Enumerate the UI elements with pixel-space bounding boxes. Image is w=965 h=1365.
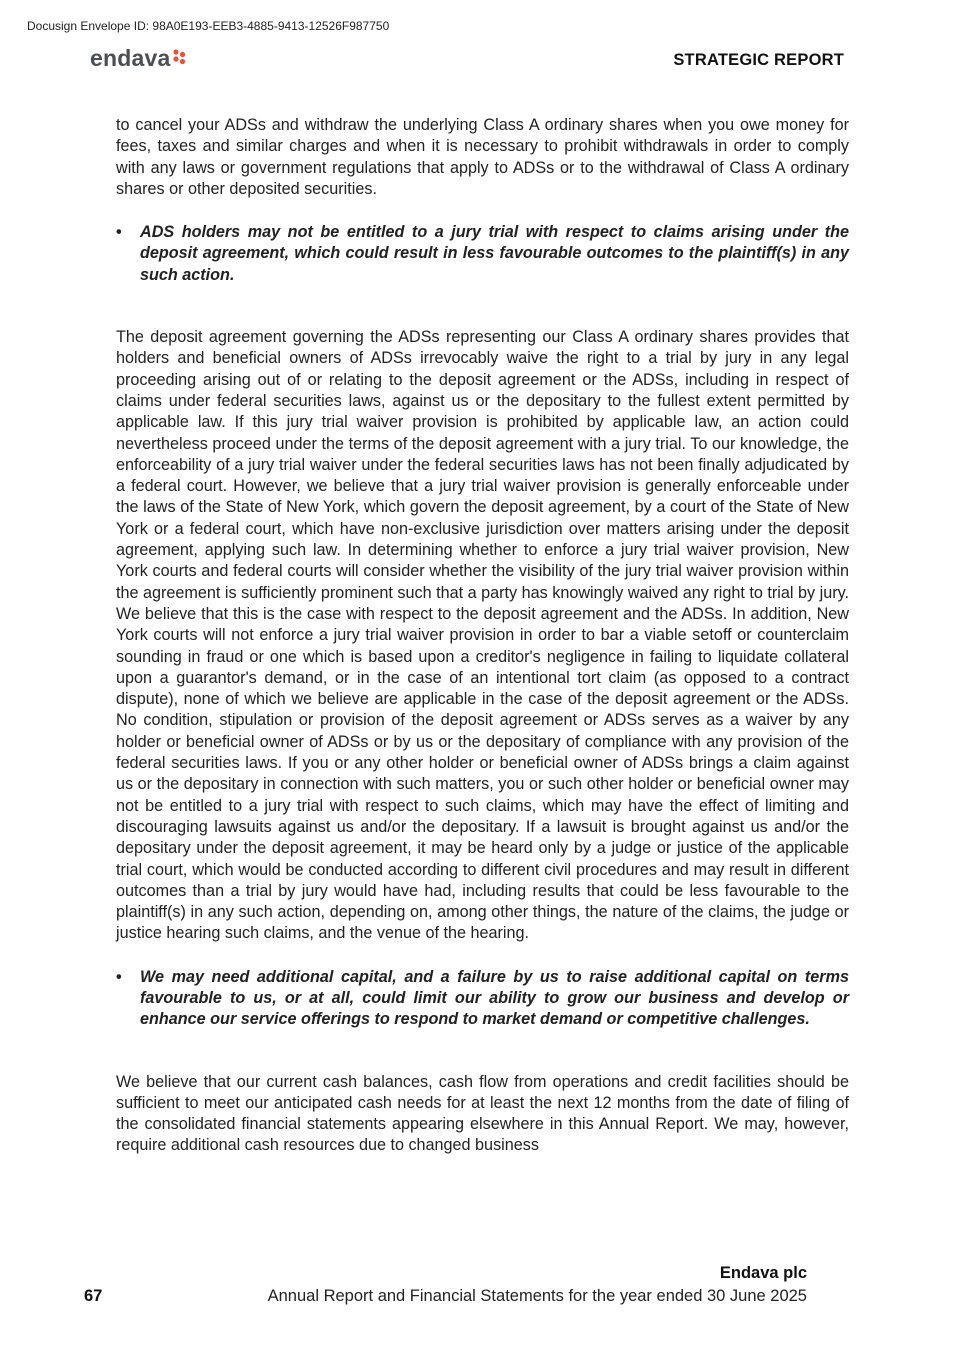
section-title: STRATEGIC REPORT [673,51,844,69]
risk-heading-text: ADS holders may not be entitled to a jury trial with respect to claims arising under the deposit agreement, which could result in less favourable outcomes to the plaintiff(s) in any such action. [140,223,849,284]
footer-company-name: Endava plc [719,1264,807,1282]
risk-heading-additional-capital [116,967,849,1031]
paragraph-continuation: to cancel your ADSs and withdraw the underlying Class A ordinary shares when you owe money for fees, taxes and similar charges and when it is necessary to prohibit withdrawals in order to comply with any laws or government regulations that apply to ADSs or to the withdrawal of Class A ordinary shares or other deposited securities. [116,116,849,198]
endava-mark-icon [173,49,187,70]
risk-heading-text: We may need additional capital, and a failure by us to raise additional capital on terms favourable to us, or at all, could limit our ability to grow our business and develop or enhance our service offerings to respond to market demand or competitive challenges. [140,967,849,1029]
footer-report-title: Annual Report and Financial Statements for the year ended 30 June 2025 [267,1287,807,1305]
endava-logo [90,44,187,72]
docusign-envelope-id: Docusign Envelope ID: 98A0E193-EEB3-4885-9413-12526F987750 [27,19,390,33]
page-number: 67 [84,1287,103,1305]
bullet-icon: • [116,223,122,242]
paragraph-jury-trial: The deposit agreement governing the ADSs representing our Class A ordinary shares provides that holders and beneficial owners of ADSs irrevocably waive the right to a trial by jury in any legal proceeding arising out of or relating to the deposit agreement or the ADSs, including in respect of claims under federal securities laws, against us or the depositary to the fullest extent permitted by applicable law. If this jury trial waiver provision is prohibited by applicable law, an action could nevertheless proceed under the terms of the deposit agreement with a jury trial. To our knowledge, the enforceability of a jury trial waiver under the federal securities laws has not been finally adjudicated by a federal court. However, we believe that a jury trial waiver provision is generally enforceable under the laws of the State of New York, which govern the deposit agreement, by a court of the State of New York or a federal court, which have non-exclusive jurisdiction over matters arising under the deposit agreement, applying such law. In determining whether to enforce a jury trial waiver provision, New York courts and federal courts will consider whether the visibility of the jury trial waiver provision within the agreement is sufficiently prominent such that a party has knowingly waived any right to trial by jury. We believe that this is the case with respect to the deposit agreement and the ADSs. In addition, New York courts will not enforce a jury trial waiver provision in order to bar a viable setoff or counterclaim sounding in fraud or one which is based upon a creditor's negligence in failing to liquidate collateral upon a guarantor's demand, or in the case of an intentional tort claim (as opposed to a contract dispute), none of which we believe are applicable in the case of the deposit agreement or the ADSs. No condition, stipulation or provision of the deposit agreement or ADSs serves as a waiver by any holder or beneficial owner of ADSs or by us or the depositary of compliance with any provision of the federal securities laws. If you or any other holder or beneficial owner of ADSs brings a claim against us or the depositary in connection with such matters, you or such other holder or beneficial owner may not be entitled to a jury trial with respect to such claims, which may have the effect of limiting and discouraging lawsuits against us and/or the depositary. If a lawsuit is brought against us and/or the depositary under the deposit agreement, it may be heard only by a judge or justice of the applicable trial court, which would be conducted according to different civil procedures and may result in different outcomes than a trial by jury would have had, including results that could be less favourable to the plaintiff(s) in any such action, depending on, among other things, the nature of the claims, the judge or justice hearing such claims, and the venue of the hearing. [116,328,849,943]
risk-heading-jury-trial [116,222,849,286]
document-body [116,115,849,1157]
paragraph-capital: We believe that our current cash balances, cash flow from operations and credit facilities should be sufficient to meet our anticipated cash needs for at least the next 12 months from the date of filing of the consolidated financial statements appearing elsewhere in this Annual Report. We may, however, require additional cash resources due to changed business [116,1072,849,1155]
bullet-icon: • [116,967,122,986]
logo-wordmark: endava [90,44,171,71]
